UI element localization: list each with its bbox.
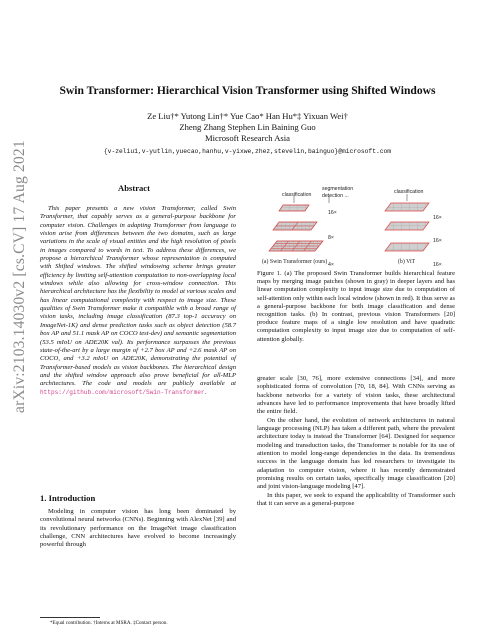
right-column-body	[257, 375, 455, 509]
abstract-text: This paper presents a new vision Transformer, called Swin Transformer, that capably serves as a general-purpose backbone for computer vision. Challenges in adapting Transformer from language to vision arise from differences between the two domains, such as large variations in the scale of visual entities and the high resolution of pixels in images compared to words in text. To address these differences, we propose a hierarchical Transformer whose representation is computed with Shifted windows. The shifted windowing scheme brings greater efficiency by limiting self-attention computation to non-overlapping local windows while also allowing for cross-window connection. This hierarchical architecture has the flexibility to model at various scales and has linear computational complexity with respect to image size. These qualities of Swin Transformer make it compatible with a broad range of vision tasks, including image classification (87.3 top-1 accuracy on ImageNet-1K) and dense prediction tasks such as object detection (58.7 box AP and 51.1 mask AP on COCO test-dev) and semantic segmentation (53.5 mIoU on ADE20K val). Its performance surpasses the previous state-of-the-art by a large margin of +2.7 box AP and +2.6 mask AP on COCO, and +3.2 mIoU on ADE20K, demonstrating the potential of Transformer-based models as vision backbones. The hierarchical design and the shifted window approach also prove beneficial for all-MLP architectures. The code and models are publicly available at	[40, 205, 236, 388]
label-8x-left: 8×	[328, 235, 334, 241]
vit-layer-top	[385, 203, 429, 211]
footnote-rule	[40, 617, 100, 618]
intro-body	[40, 508, 236, 550]
figure-1-caption: Figure 1. (a) The proposed Swin Transformer builds hierarchical feature maps by merging image patches (shown in gray) in deeper layers and has linear computation complexity to input image size due to computation of self-attention only within each local window (shown in red). It thus serve as a general-purpose backbone for both image classification and dense recognition tasks. (b) In contrast, previous vision Transformers [20] produce feature maps of a single low resolution and have quadratic computation complexity to input image size due to computation of self-attention globally.	[257, 270, 455, 343]
arxiv-stamp: arXiv:2103.14030v2 [cs.CV] 17 Aug 2021	[11, 140, 28, 413]
figure-1	[257, 183, 457, 268]
footnote: *Equal contribution. †Interns at MSRA. ‡Contact person.	[50, 620, 168, 626]
right-paragraph-3: In this paper, we seek to expand the applicability of Transformer such that it can serve as a general-purpose	[257, 491, 455, 508]
label-segmentation: segmentation	[322, 186, 354, 192]
label-16x-right-1: 16×	[433, 215, 442, 221]
label-16x-left: 16×	[328, 210, 337, 216]
vit-layer-bottom	[385, 243, 429, 251]
code-link[interactable]: https://github.com/microsoft/Swin-Transformer	[40, 388, 205, 396]
label-4x-left: 4×	[328, 262, 334, 268]
abstract-body: This paper presents a new vision Transformer, called Swin Transformer, that capably serves as a general-purpose backbone for computer vision. Challenges in adapting Transformer from language to vision arise from differences between the two domains, such as large variations in the scale of visual entities and the high resolution of pixels in images compared to words in text. To address these differences, we propose a hierarchical Transformer whose representation is computed with Shifted windows. The shifted windowing scheme brings greater efficiency by limiting self-attention computation to non-overlapping local windows while also allowing for cross-window connection. This hierarchical architecture has the flexibility to model at various scales and has linear computational complexity with respect to image size. These qualities of Swin Transformer make it compatible with a broad range of vision tasks, including image classification (87.3 top-1 accuracy on ImageNet-1K) and dense prediction tasks such as object detection (58.7 box AP and 51.1 mask AP on COCO test-dev) and semantic segmentation (53.5 mIoU on ADE20K val). Its performance surpasses the previous state-of-the-art by a large margin of +2.7 box AP and +2.6 mask AP on COCO, and +3.2 mIoU on ADE20K, demonstrating the potential of Transformer-based models as vision backbones. The hierarchical design and the shifted window approach also prove beneficial for all-MLP architectures. The code and models are publicly available at https://github.com/microsoft/Swin-Transformer.	[40, 205, 236, 396]
swin-layer-8x	[273, 222, 317, 230]
label-vit-classification: classification	[394, 189, 424, 195]
right-paragraph-2: On the other hand, the evolution of network architectures in natural language processing (NLP) has taken a different path, where the prevalent architecture today is instead the Transformer [64]. Designed for sequence modeling and transduction tasks, the Transformer is notable for its use of attention to model long-range dependencies in the data. Its tremendous success in the language domain has led researchers to investigate its adaptation to computer vision, where it has recently demonstrated promising results on certain tasks, specifically image classification [20] and joint vision-language modeling [47].	[257, 416, 455, 491]
author-emails: {v-zeliu1,v-yutlin,yuecao,hanhu,v-yixwe,zhez,stevelin,bainguo}@microsoft.com	[103, 148, 392, 155]
swin-layer-16x	[279, 205, 309, 211]
label-detection: detection ...	[322, 193, 349, 199]
vit-layer-mid	[385, 222, 429, 230]
paper-title: Swin Transformer: Hierarchical Vision Transformer using Shifted Windows	[59, 84, 436, 97]
authors-line-2: Zheng Zhang Stephen Lin Baining Guo	[179, 122, 316, 132]
label-16x-right-2: 16×	[433, 238, 442, 244]
label-16x-right-3: 16×	[433, 262, 442, 268]
right-paragraph-1: greater scale [30, 76], more extensive connections [34], and more sophisticated forms of convolution [70, 18, 84]. With CNNs serving as backbone networks for a variety of vision tasks, these architectural advances have led to performance improvements that have broadly lifted the entire field.	[257, 375, 455, 416]
label-classification: classification	[282, 192, 312, 198]
intro-text: Modeling in computer vision has long been dominated by convolutional neural networks (CNNs). Beginning with AlexNet [39] and its revolutionary performance on the ImageNet image classification challenge, CNN architectures have evolved to become increasingly powerful through	[40, 508, 236, 549]
affiliation: Microsoft Research Asia	[205, 133, 290, 143]
intro-heading: 1. Introduction	[40, 493, 96, 503]
abstract-heading: Abstract	[118, 183, 150, 193]
authors-line-1: Ze Liu†* Yutong Lin†* Yue Cao* Han Hu*‡ Yixuan Wei†	[147, 111, 348, 121]
subcaption-b: (b) ViT	[398, 259, 416, 265]
swin-layer-4x	[269, 241, 323, 251]
subcaption-a: (a) Swin Transformer (ours)	[262, 259, 328, 265]
